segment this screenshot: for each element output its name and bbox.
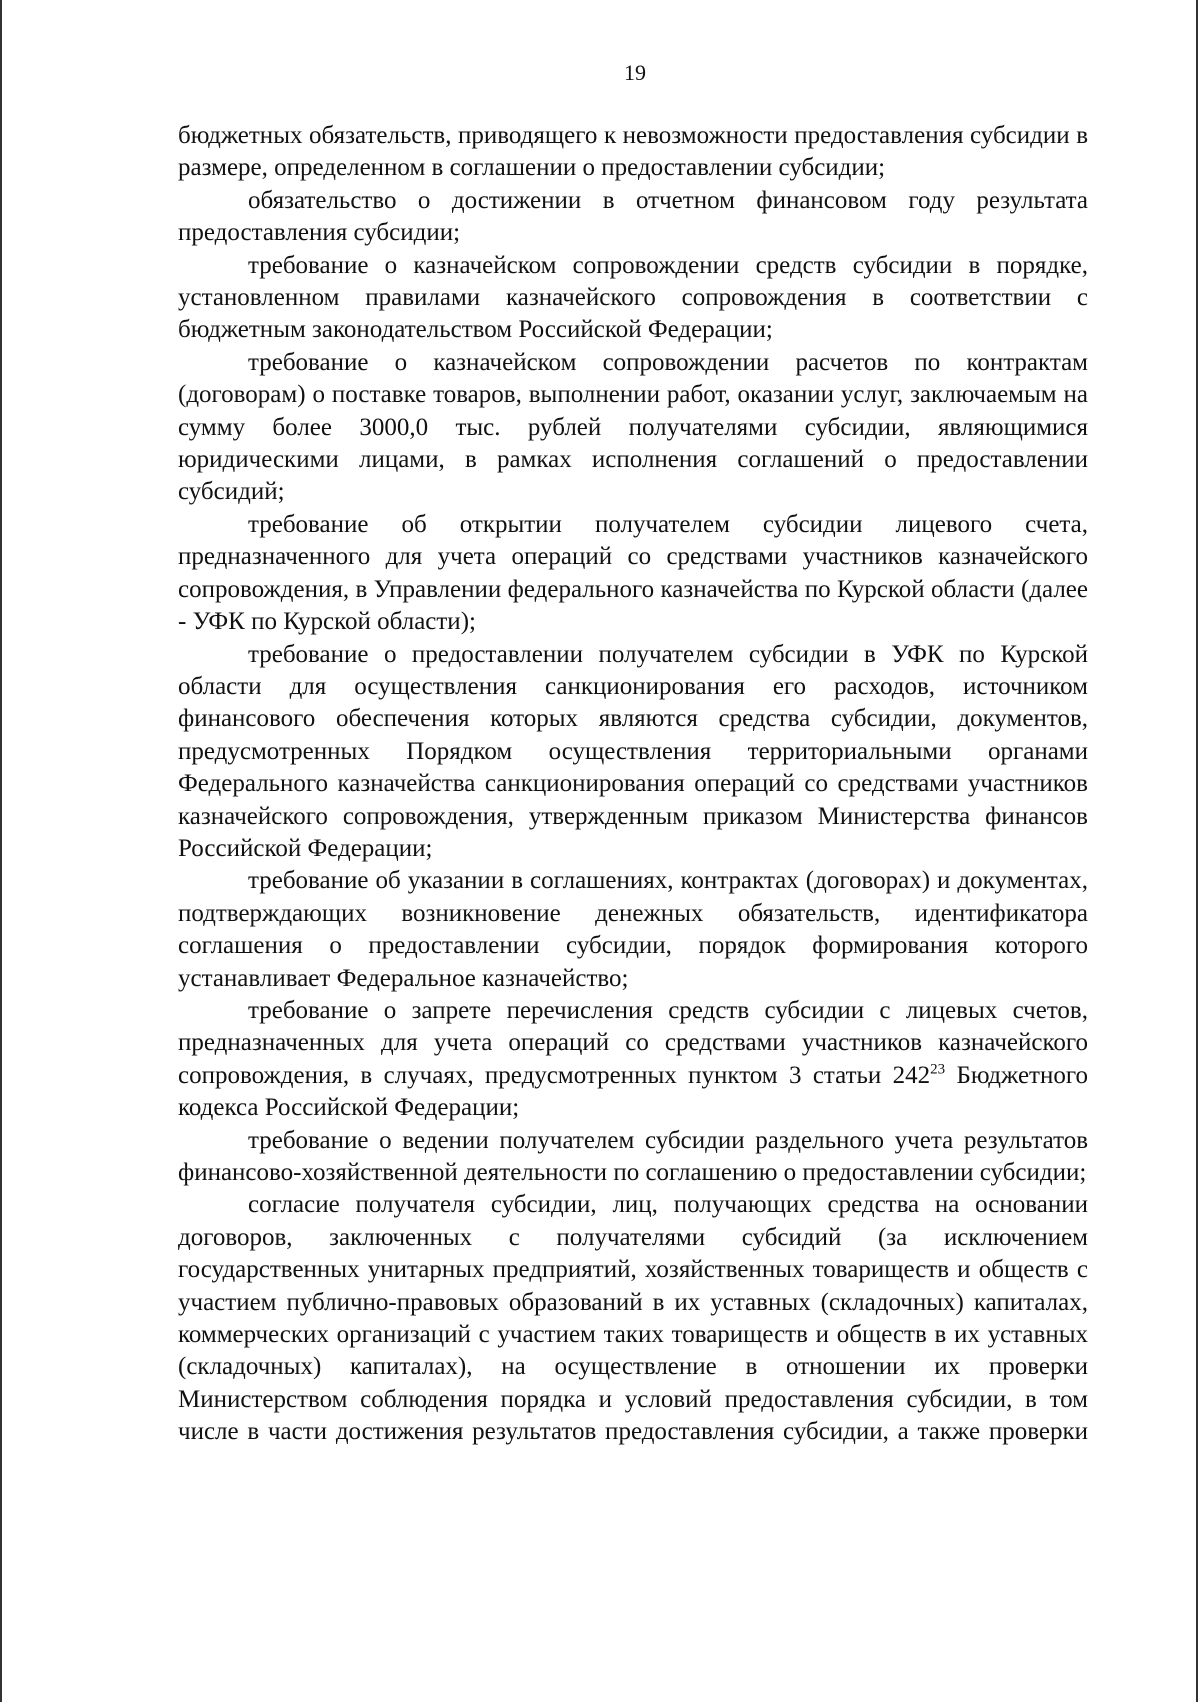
article-superscript: 23 xyxy=(930,1061,946,1078)
paragraph-audit-consent: согласие получателя субсидии, лиц, получающих средства на основании договоров, заключенных с получателями субсидий (за исключением государственных унитарных предприятий, хозяйственных товариществ и обществ с участием публично-правовых образований в их уставных (складочных) капиталах, коммерческих организаций с участием таких товариществ и обществ в их уставных (складочных) капиталах), на осуществление в отношении их проверки Министерством соблюдения порядка и условий предоставления субсидии, в том числе в части достижения результатов предоставления субсидии, а также проверки xyxy=(178,1191,1088,1446)
paragraph-treasury-settlements: требование о казначейском сопровождении расчетов по контрактам (договорам) о поставке товаров, выполнении работ, оказании услуг, заключаемым на сумму более 3000,0 тыс. рублей получателями субсидии, являющимися юридическими лицами, в рамках исполнения соглашений о предоставлении субсидий; xyxy=(178,348,1088,506)
page-right-edge xyxy=(1196,0,1198,1702)
paragraph-documents-submission: требование о предоставлении получателем субсидии в УФК по Курской области для осуществления санкционирования его расходов, источником финансового обеспечения которых являются средства субсидии, документов, предусмотренных Порядком осуществления территориальными органами Федерального казначейства санкционирования операций со средствами участников казначейского сопровождения, утвержденным приказом Министерства финансов Российской Федерации; xyxy=(178,640,1088,862)
transfer-prohibition-text-end: Бюджетного кодекса Российской Федерации; xyxy=(178,1061,1088,1122)
paragraph-treasury-support: требование о казначейском сопровождении средств субсидии в порядке, установленном правилами казначейского сопровождения в соответствии с бюджетным законодательством Российской Федерации; xyxy=(178,251,1088,344)
document-body xyxy=(178,120,1088,1449)
paragraph-agreement-identifier: требование об указании в соглашениях, контрактах (договорах) и документах, подтверждающих возникновение денежных обязательств, идентификатора соглашения о предоставлении субсидии, порядок формирования которого устанавливает Федеральное казначейство; xyxy=(178,867,1088,992)
paragraph-result-obligation: обязательство о достижении в отчетном финансовом году результата предоставления субсидии; xyxy=(178,186,1088,247)
transfer-prohibition-text: требование о запрете перечисления средств субсидии с лицевых счетов, предназначенных для учета операций со средствами участников казначейского сопровождения, в случаях, предусмотренных пунктом 3 статьи 242 xyxy=(178,996,1088,1089)
page-number: 19 xyxy=(624,60,646,85)
paragraph-budget-obligations: бюджетных обязательств, приводящего к невозможности предоставления субсидии в размере, определенном в соглашении о предоставлении субсидии; xyxy=(178,122,1088,182)
page-left-edge xyxy=(0,0,2,1702)
paragraph-separate-accounting: требование о ведении получателем субсидии раздельного учета результатов финансово-хозяйственной деятельности по соглашению о предоставлении субсидии; xyxy=(178,1126,1088,1186)
paragraph-transfer-prohibition xyxy=(178,995,1088,1125)
paragraph-account-opening: требование об открытии получателем субсидии лицевого счета, предназначенного для учета операций со средствами участников казначейского сопровождения, в Управлении федерального казначейства по Курской области (далее - УФК по Курской области); xyxy=(178,510,1088,636)
